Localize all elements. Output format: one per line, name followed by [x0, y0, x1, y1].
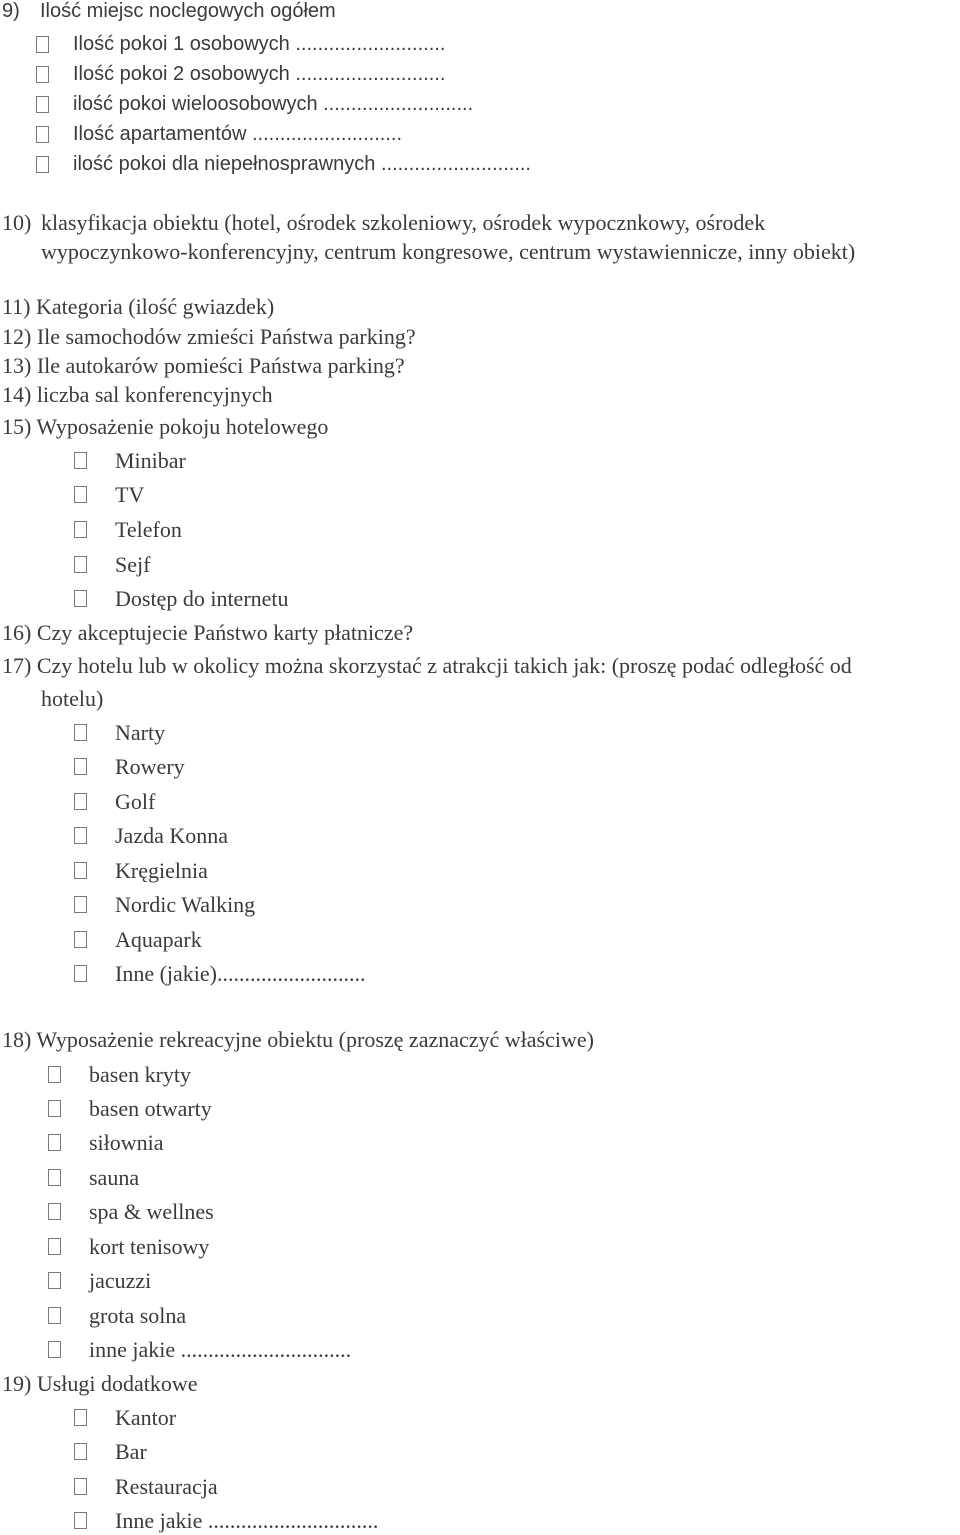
q18-item-label: spa & wellnes [89, 1199, 214, 1224]
q19-item-label: Bar [115, 1439, 147, 1464]
q17-item-label: Jazda Konna [115, 823, 229, 848]
checkbox[interactable] [74, 556, 87, 573]
q15-item-label: TV [115, 482, 145, 507]
q15-item-label: Sejf [115, 552, 151, 577]
q9-item-label: Ilość apartamentów ........................... [73, 123, 403, 145]
checkbox[interactable] [48, 1341, 61, 1358]
checkbox[interactable] [74, 452, 87, 469]
q18-item-label: basen otwarty [89, 1096, 212, 1121]
checkbox[interactable] [74, 1443, 87, 1460]
q19-item-label: Restauracja [115, 1474, 218, 1499]
q13-text: 13) Ile autokarów pomieści Państwa parking? [2, 353, 405, 378]
q15-title: 15) Wyposażenie pokoju hotelowego [2, 414, 329, 439]
q19-item-label: Kantor [115, 1405, 177, 1430]
q18-item-label: inne jakie ............................... [89, 1337, 352, 1362]
q19-title: 19) Usługi dodatkowe [2, 1371, 198, 1396]
q17-item-label: Rowery [115, 754, 185, 779]
checkbox[interactable] [74, 758, 87, 775]
q15-item-label: Dostęp do internetu [115, 586, 289, 611]
checkbox[interactable] [74, 486, 87, 503]
q17-line-2: hotelu) [41, 686, 104, 711]
q9-item-label: ilość pokoi wieloosobowych ........................... [73, 93, 474, 115]
q11-text: 11) Kategoria (ilość gwiazdek) [2, 294, 275, 319]
q17-item-label: Kręgielnia [115, 858, 208, 883]
q14-text: 14) liczba sal konferencyjnych [2, 382, 273, 407]
checkbox[interactable] [36, 96, 49, 113]
q18-title: 18) Wyposażenie rekreacyjne obiektu (proszę zaznaczyć właściwe) [2, 1027, 594, 1052]
q9-item-label: Ilość pokoi 2 osobowych ........................... [73, 63, 446, 85]
checkbox[interactable] [74, 931, 87, 948]
q18-item-label: kort tenisowy [89, 1234, 210, 1259]
checkbox[interactable] [48, 1272, 61, 1289]
q15-item-label: Telefon [115, 517, 182, 542]
checkbox[interactable] [48, 1100, 61, 1117]
q9-title: Ilość miejsc noclegowych ogółem [40, 0, 336, 22]
checkbox[interactable] [74, 521, 87, 538]
checkbox[interactable] [74, 590, 87, 607]
q17-item-label: Golf [115, 789, 156, 814]
q9-number: 9) [2, 0, 20, 22]
q12-text: 12) Ile samochodów zmieści Państwa parking? [2, 324, 416, 349]
q16-text: 16) Czy akceptujecie Państwo karty płatnicze? [2, 620, 414, 645]
q19-item-label: Inne jakie ............................... [115, 1508, 379, 1533]
checkbox[interactable] [74, 862, 87, 879]
checkbox[interactable] [36, 36, 49, 53]
q18-item-label: jacuzzi [89, 1268, 152, 1293]
q17-item-label: Narty [115, 720, 166, 745]
q18-item-label: sauna [89, 1165, 140, 1190]
q17-item-label: Nordic Walking [115, 892, 256, 917]
q9-item-label: ilość pokoi dla niepełnosprawnych ........................... [73, 153, 531, 175]
checkbox[interactable] [36, 66, 49, 83]
q18-item-label: grota solna [89, 1303, 187, 1328]
checkbox[interactable] [48, 1203, 61, 1220]
checkbox[interactable] [74, 1512, 87, 1529]
checkbox[interactable] [74, 793, 87, 810]
q17-line-1: 17) Czy hotelu lub w okolicy można skorzystać z atrakcji takich jak: (proszę podać odległość od [2, 653, 852, 678]
checkbox[interactable] [74, 896, 87, 913]
checkbox[interactable] [48, 1238, 61, 1255]
q17-item-label: Inne (jakie)........................... [115, 961, 366, 986]
checkbox[interactable] [36, 126, 49, 143]
q10-line-2: wypoczynkowo-konferencyjny, centrum kongresowe, centrum wystawiennicze, inny obiekt) [41, 239, 856, 264]
checkbox[interactable] [74, 1478, 87, 1495]
q10-number: 10) [2, 210, 32, 235]
q18-item-label: siłownia [89, 1130, 164, 1155]
checkbox[interactable] [48, 1066, 61, 1083]
checkbox[interactable] [74, 724, 87, 741]
q18-item-label: basen kryty [89, 1062, 192, 1087]
checkbox[interactable] [48, 1307, 61, 1324]
q10-line-1: klasyfikacja obiektu (hotel, ośrodek szkoleniowy, ośrodek wypocznkowy, ośrodek [41, 210, 766, 235]
checkbox[interactable] [48, 1169, 61, 1186]
checkbox[interactable] [48, 1134, 61, 1151]
checkbox[interactable] [36, 156, 49, 173]
checkbox[interactable] [74, 827, 87, 844]
q9-item-label: Ilość pokoi 1 osobowych ........................... [73, 33, 446, 55]
checkbox[interactable] [74, 965, 87, 982]
q17-item-label: Aquapark [115, 927, 202, 952]
q15-item-label: Minibar [115, 448, 186, 473]
checkbox[interactable] [74, 1409, 87, 1426]
